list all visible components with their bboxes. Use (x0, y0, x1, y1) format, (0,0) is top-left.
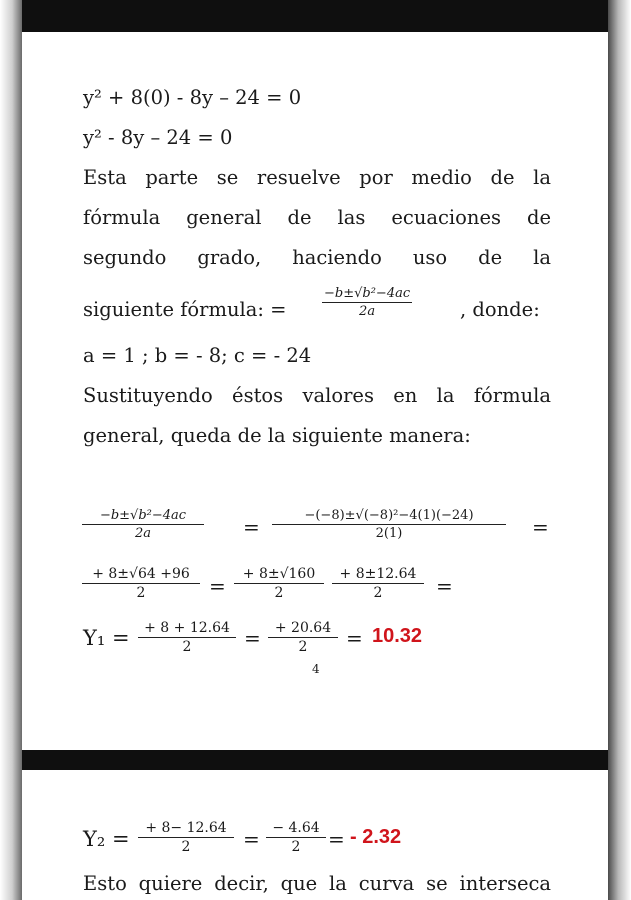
equals-sign: = (243, 515, 260, 539)
word: éstos (232, 384, 284, 407)
word: la (533, 246, 552, 269)
paragraph-line-1 (83, 166, 551, 189)
paragraph-line-3 (83, 246, 551, 269)
word: decir, (214, 872, 269, 895)
work-fraction-2-den: 2(1) (375, 526, 403, 541)
equals-sign: = (243, 827, 260, 851)
word: en (393, 384, 418, 407)
work-fraction-5 (332, 566, 424, 601)
y2-fraction-2 (266, 820, 326, 855)
stray-digit: 4 (312, 662, 320, 676)
equals-sign: = (436, 574, 453, 598)
y1-fraction-2 (268, 620, 338, 655)
word: de (490, 166, 515, 189)
word: se (426, 872, 448, 895)
word: Sustituyendo (83, 384, 213, 407)
word: uso (412, 246, 448, 269)
work-fraction-5-num: + 8±12.64 (332, 566, 424, 584)
word: parte (145, 166, 199, 189)
word: la (436, 384, 455, 407)
work-fraction-3-den: 2 (136, 585, 146, 601)
word: segundo (83, 246, 167, 269)
word: ecuaciones (391, 206, 502, 229)
y2-fraction-1 (138, 820, 234, 855)
word: Esto (83, 872, 127, 895)
word: de (287, 206, 312, 229)
formula-denominator: 2a (359, 304, 376, 319)
work-fraction-3 (82, 566, 200, 601)
equation-line-2: y² - 8y – 24 = 0 (83, 126, 233, 149)
y1-fraction-1-den: 2 (182, 639, 192, 655)
work-fraction-2-num: −(−8)±√(−8)²−4(1)(−24) (272, 508, 506, 525)
y1-fraction-1 (138, 620, 236, 655)
paragraph-line-4-suffix: , donde: (460, 298, 540, 321)
work-fraction-4 (234, 566, 324, 601)
equals-sign: = (532, 515, 549, 539)
work-fraction-1-den: 2a (134, 526, 152, 541)
page-separator (22, 750, 608, 770)
word: fórmula (473, 384, 552, 407)
work-fraction-3-num: + 8±√64 +96 (82, 566, 200, 584)
word: la (533, 166, 551, 189)
word: las (337, 206, 366, 229)
y1-result: 10.32 (372, 625, 423, 647)
word: interseca (459, 872, 552, 895)
work-fraction-1 (82, 508, 204, 541)
paragraph-line-4-prefix: siguiente fórmula: = (83, 298, 287, 321)
paragraph-line-6: general, queda de la siguiente manera: (83, 424, 471, 447)
left-page-shadow (0, 0, 22, 900)
word: quiere (138, 872, 203, 895)
y2-label: Y₂ = (83, 827, 130, 851)
equals-sign: = (244, 626, 261, 650)
word: se (216, 166, 239, 189)
y1-fraction-2-num: + 20.64 (268, 620, 338, 638)
y2-fraction-2-den: 2 (291, 839, 301, 855)
paragraph-line-2 (83, 206, 551, 229)
equation-line-1: y² + 8(0) - 8y – 24 = 0 (83, 86, 302, 109)
word: curva (358, 872, 415, 895)
paragraph-line-5 (83, 384, 551, 407)
y2-result: - 2.32 (350, 826, 402, 848)
right-page-shadow (608, 0, 631, 900)
paragraph-line-7 (83, 872, 551, 895)
coefficients-line: a = 1 ; b = - 8; c = - 24 (83, 344, 312, 367)
y1-label: Y₁ = (83, 626, 130, 650)
word: haciendo (292, 246, 382, 269)
word: valores (302, 384, 374, 407)
word: de (478, 246, 503, 269)
word: general (186, 206, 262, 229)
word: fórmula (83, 206, 161, 229)
work-fraction-4-den: 2 (274, 585, 284, 601)
y1-fraction-2-den: 2 (298, 639, 308, 655)
word: medio (411, 166, 472, 189)
word: resuelve (256, 166, 341, 189)
word: Esta (83, 166, 127, 189)
word: por (359, 166, 393, 189)
work-fraction-5-den: 2 (373, 585, 383, 601)
work-fraction-1-num: −b±√b²−4ac (82, 508, 204, 525)
y2-fraction-1-den: 2 (181, 839, 191, 855)
equals-sign: = (346, 626, 363, 650)
word: grado, (197, 246, 262, 269)
equals-sign: = (209, 574, 226, 598)
word: que (280, 872, 318, 895)
word: de (527, 206, 552, 229)
y2-fraction-1-num: + 8− 12.64 (138, 820, 234, 838)
equals-sign: = (328, 827, 345, 851)
work-fraction-4-num: + 8±√160 (234, 566, 324, 584)
quadratic-formula (322, 286, 412, 319)
y2-fraction-2-num: − 4.64 (266, 820, 326, 838)
work-fraction-2 (272, 508, 506, 541)
formula-numerator: −b±√b²−4ac (324, 286, 411, 301)
y1-fraction-1-num: + 8 + 12.64 (138, 620, 236, 638)
word: la (329, 872, 347, 895)
